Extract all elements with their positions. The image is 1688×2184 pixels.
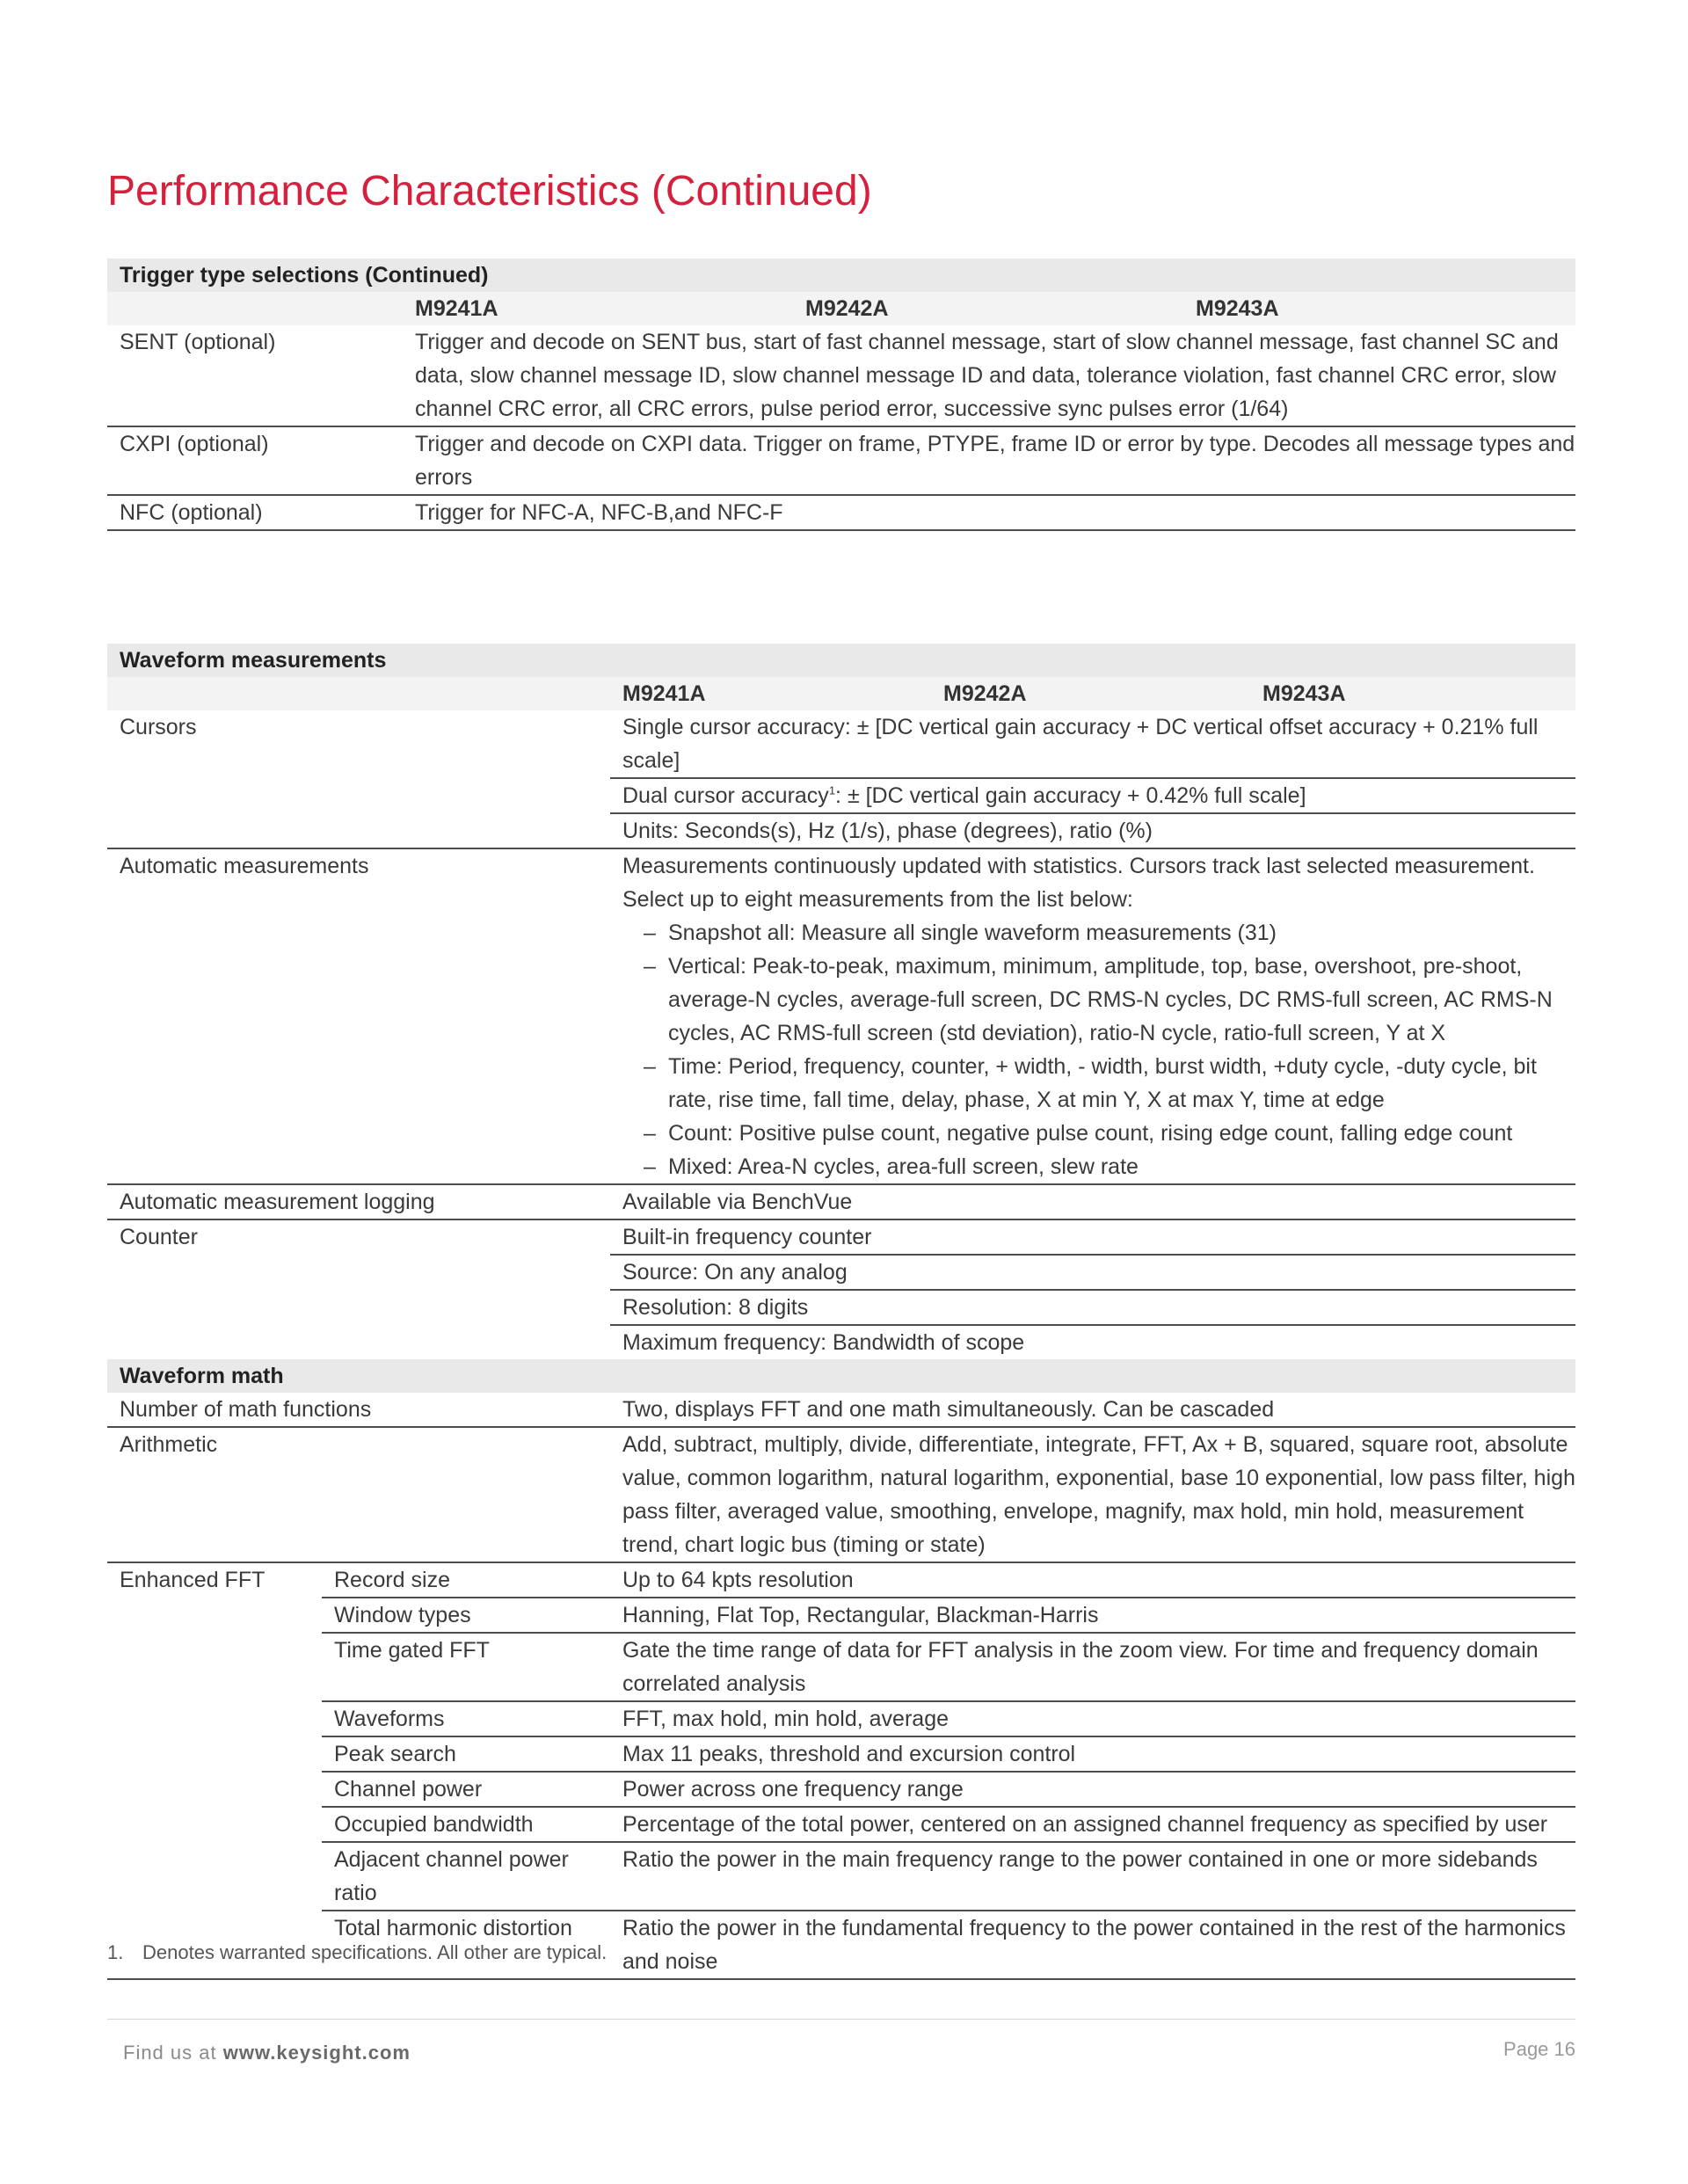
row-sublabel: Record size [322, 1562, 610, 1598]
row-value [610, 848, 1575, 1184]
footnote-number: 1. [107, 1941, 124, 1963]
row-sublabel: Peak search [322, 1736, 610, 1772]
row-value: Resolution: 8 digits [610, 1290, 1575, 1325]
row-value: Power across one frequency range [610, 1772, 1575, 1807]
row-label: Automatic measurements [107, 848, 610, 1184]
page-title: Performance Characteristics (Continued) [107, 168, 872, 215]
list-item: – Mixed: Area-N cycles, area-full screen, slew rate [668, 1150, 1575, 1183]
row-value: Up to 64 kpts resolution [610, 1562, 1575, 1598]
footnote-text: Denotes warranted specifications. All other are typical. [142, 1941, 608, 1963]
row-label: Counter [120, 1225, 198, 1249]
table-row [107, 1701, 1575, 1736]
row-value: Built-in frequency counter [610, 1219, 1575, 1255]
page-number: Page 16 [1503, 2038, 1575, 2060]
waveform-table [107, 644, 1575, 1980]
section-header-waveform [107, 644, 1575, 677]
row-value: Trigger and decode on CXPI data. Trigger on frame, PTYPE, frame ID or error by type. Decodes all message types and errors [403, 426, 1575, 495]
table-row [107, 495, 1575, 530]
row-sublabel: Adjacent channel power ratio [322, 1842, 610, 1911]
row-value: Units: Seconds(s), Hz (1/s), phase (degrees), ratio (%) [610, 813, 1575, 848]
row-value: Hanning, Flat Top, Rectangular, Blackman-Harris [610, 1598, 1575, 1633]
row-value [610, 778, 1575, 813]
list-item: – Vertical: Peak-to-peak, maximum, minimum, amplitude, top, base, overshoot, pre-shoot, average-N cycles, average-full screen, DC RMS-N cycles, DC RMS-full screen, AC RMS-N cycles, AC RMS-full screen (std deviation), ratio-N cycle, ratio-full screen, Y at X [668, 950, 1575, 1050]
table-row [107, 1598, 1575, 1633]
table-row [107, 1807, 1575, 1842]
row-label: Arithmetic [107, 1427, 610, 1562]
column-header-row [107, 292, 1575, 325]
row-label: Automatic measurement logging [107, 1184, 610, 1219]
table-row [107, 426, 1575, 495]
row-value: Trigger and decode on SENT bus, start of fast channel message, start of slow channel message, fast channel SC and data, slow channel message ID, slow channel message ID and data, tolerance violation, fast channel CRC error, slow channel CRC error, all CRC errors, pulse period error, successive sync pulses error (1/64) [403, 325, 1575, 426]
row-value: Add, subtract, multiply, divide, differentiate, integrate, FFT, Ax + B, squared, square root, absolute value, common logarithm, natural logarithm, exponential, base 10 exponential, low pass filter, high pass filter, averaged value, smoothing, envelope, magnify, max hold, min hold, measurement trend, chart logic bus (timing or state) [610, 1427, 1575, 1562]
model-heading: M9243A [1196, 296, 1279, 321]
row-sublabel: Window types [322, 1598, 610, 1633]
table-row [107, 710, 1575, 778]
row-value: Two, displays FFT and one math simultaneously. Can be cascaded [610, 1393, 1575, 1427]
row-value: Single cursor accuracy: ± [DC vertical gain accuracy + DC vertical offset accuracy + 0.21% full scale] [610, 710, 1575, 778]
model-heading: M9243A [1262, 681, 1346, 706]
row-sublabel: Waveforms [322, 1701, 610, 1736]
section-header-trigger [107, 258, 1575, 292]
row-label: CXPI (optional) [107, 426, 403, 495]
row-label: SENT (optional) [107, 325, 403, 426]
row-value: Trigger for NFC-A, NFC-B,and NFC-F [403, 495, 1575, 530]
model-heading: M9242A [805, 296, 889, 321]
row-value: Ratio the power in the fundamental frequency to the power contained in the rest of the harmonics and noise [610, 1911, 1575, 1979]
footer-divider [107, 2019, 1575, 2020]
table-row [107, 325, 1575, 426]
section-header-math [107, 1359, 1575, 1393]
model-heading: M9241A [622, 681, 706, 706]
row-label: Number of math functions [107, 1393, 610, 1427]
row-label: Enhanced FFT [107, 1562, 322, 1979]
row-sublabel: Channel power [322, 1772, 610, 1807]
row-value: Gate the time range of data for FFT analysis in the zoom view. For time and frequency domain correlated analysis [610, 1633, 1575, 1701]
table-row [107, 1772, 1575, 1807]
table-row [107, 1562, 1575, 1598]
table-row [107, 848, 1575, 1184]
website-link[interactable]: www.keysight.com [222, 2042, 411, 2064]
row-value: Percentage of the total power, centered on an assigned channel frequency as specified by user [610, 1807, 1575, 1842]
section-title: Waveform measurements [107, 644, 1575, 677]
row-value: Source: On any analog [610, 1255, 1575, 1290]
row-value: FFT, max hold, min hold, average [610, 1701, 1575, 1736]
find-us-label: Find us at [123, 2042, 217, 2064]
model-heading: M9241A [415, 296, 498, 321]
trigger-table [107, 258, 1575, 531]
table-row [107, 1736, 1575, 1772]
list-item: – Count: Positive pulse count, negative pulse count, rising edge count, falling edge count [668, 1117, 1575, 1150]
dual-cursor-value: : ± [DC vertical gain accuracy + 0.42% full scale] [835, 783, 1306, 808]
row-sublabel: Time gated FFT [322, 1633, 610, 1701]
table-row [107, 1219, 1575, 1255]
footer-find-us [123, 2042, 411, 2064]
table-row [107, 1393, 1575, 1427]
column-header-row [107, 677, 1575, 710]
table-row [107, 1633, 1575, 1701]
row-value: Maximum frequency: Bandwidth of scope [622, 1330, 1025, 1355]
footnote-ref: 1 [828, 783, 836, 797]
list-item: – Time: Period, frequency, counter, + width, - width, burst width, +duty cycle, -duty cycle, bit rate, rise time, fall time, delay, phase, X at min Y, X at max Y, time at edge [668, 1050, 1575, 1117]
row-label: NFC (optional) [107, 495, 403, 530]
row-value: Ratio the power in the main frequency range to the power contained in one or more sidebands [610, 1842, 1575, 1911]
dual-cursor-text: Dual cursor accuracy [622, 783, 829, 808]
row-sublabel: Occupied bandwidth [322, 1807, 610, 1842]
list-item: – Snapshot all: Measure all single waveform measurements (31) [668, 916, 1575, 950]
row-value: Max 11 peaks, threshold and excursion control [610, 1736, 1575, 1772]
section-title: Waveform math [107, 1359, 1575, 1393]
model-heading: M9242A [943, 681, 1027, 706]
table-row [107, 1842, 1575, 1911]
table-row [107, 1427, 1575, 1562]
row-sublabel: Total harmonic distortion [322, 1911, 610, 1979]
table-row [107, 1184, 1575, 1219]
row-label: Cursors [107, 710, 610, 848]
footnote [107, 1941, 607, 1964]
section-title: Trigger type selections (Continued) [107, 258, 1575, 292]
row-value: Available via BenchVue [610, 1184, 1575, 1219]
automatic-intro: Measurements continuously updated with statistics. Cursors track last selected measurement. Select up to eight measurements from the list below: [622, 854, 1535, 912]
measurement-list [622, 916, 1575, 1183]
